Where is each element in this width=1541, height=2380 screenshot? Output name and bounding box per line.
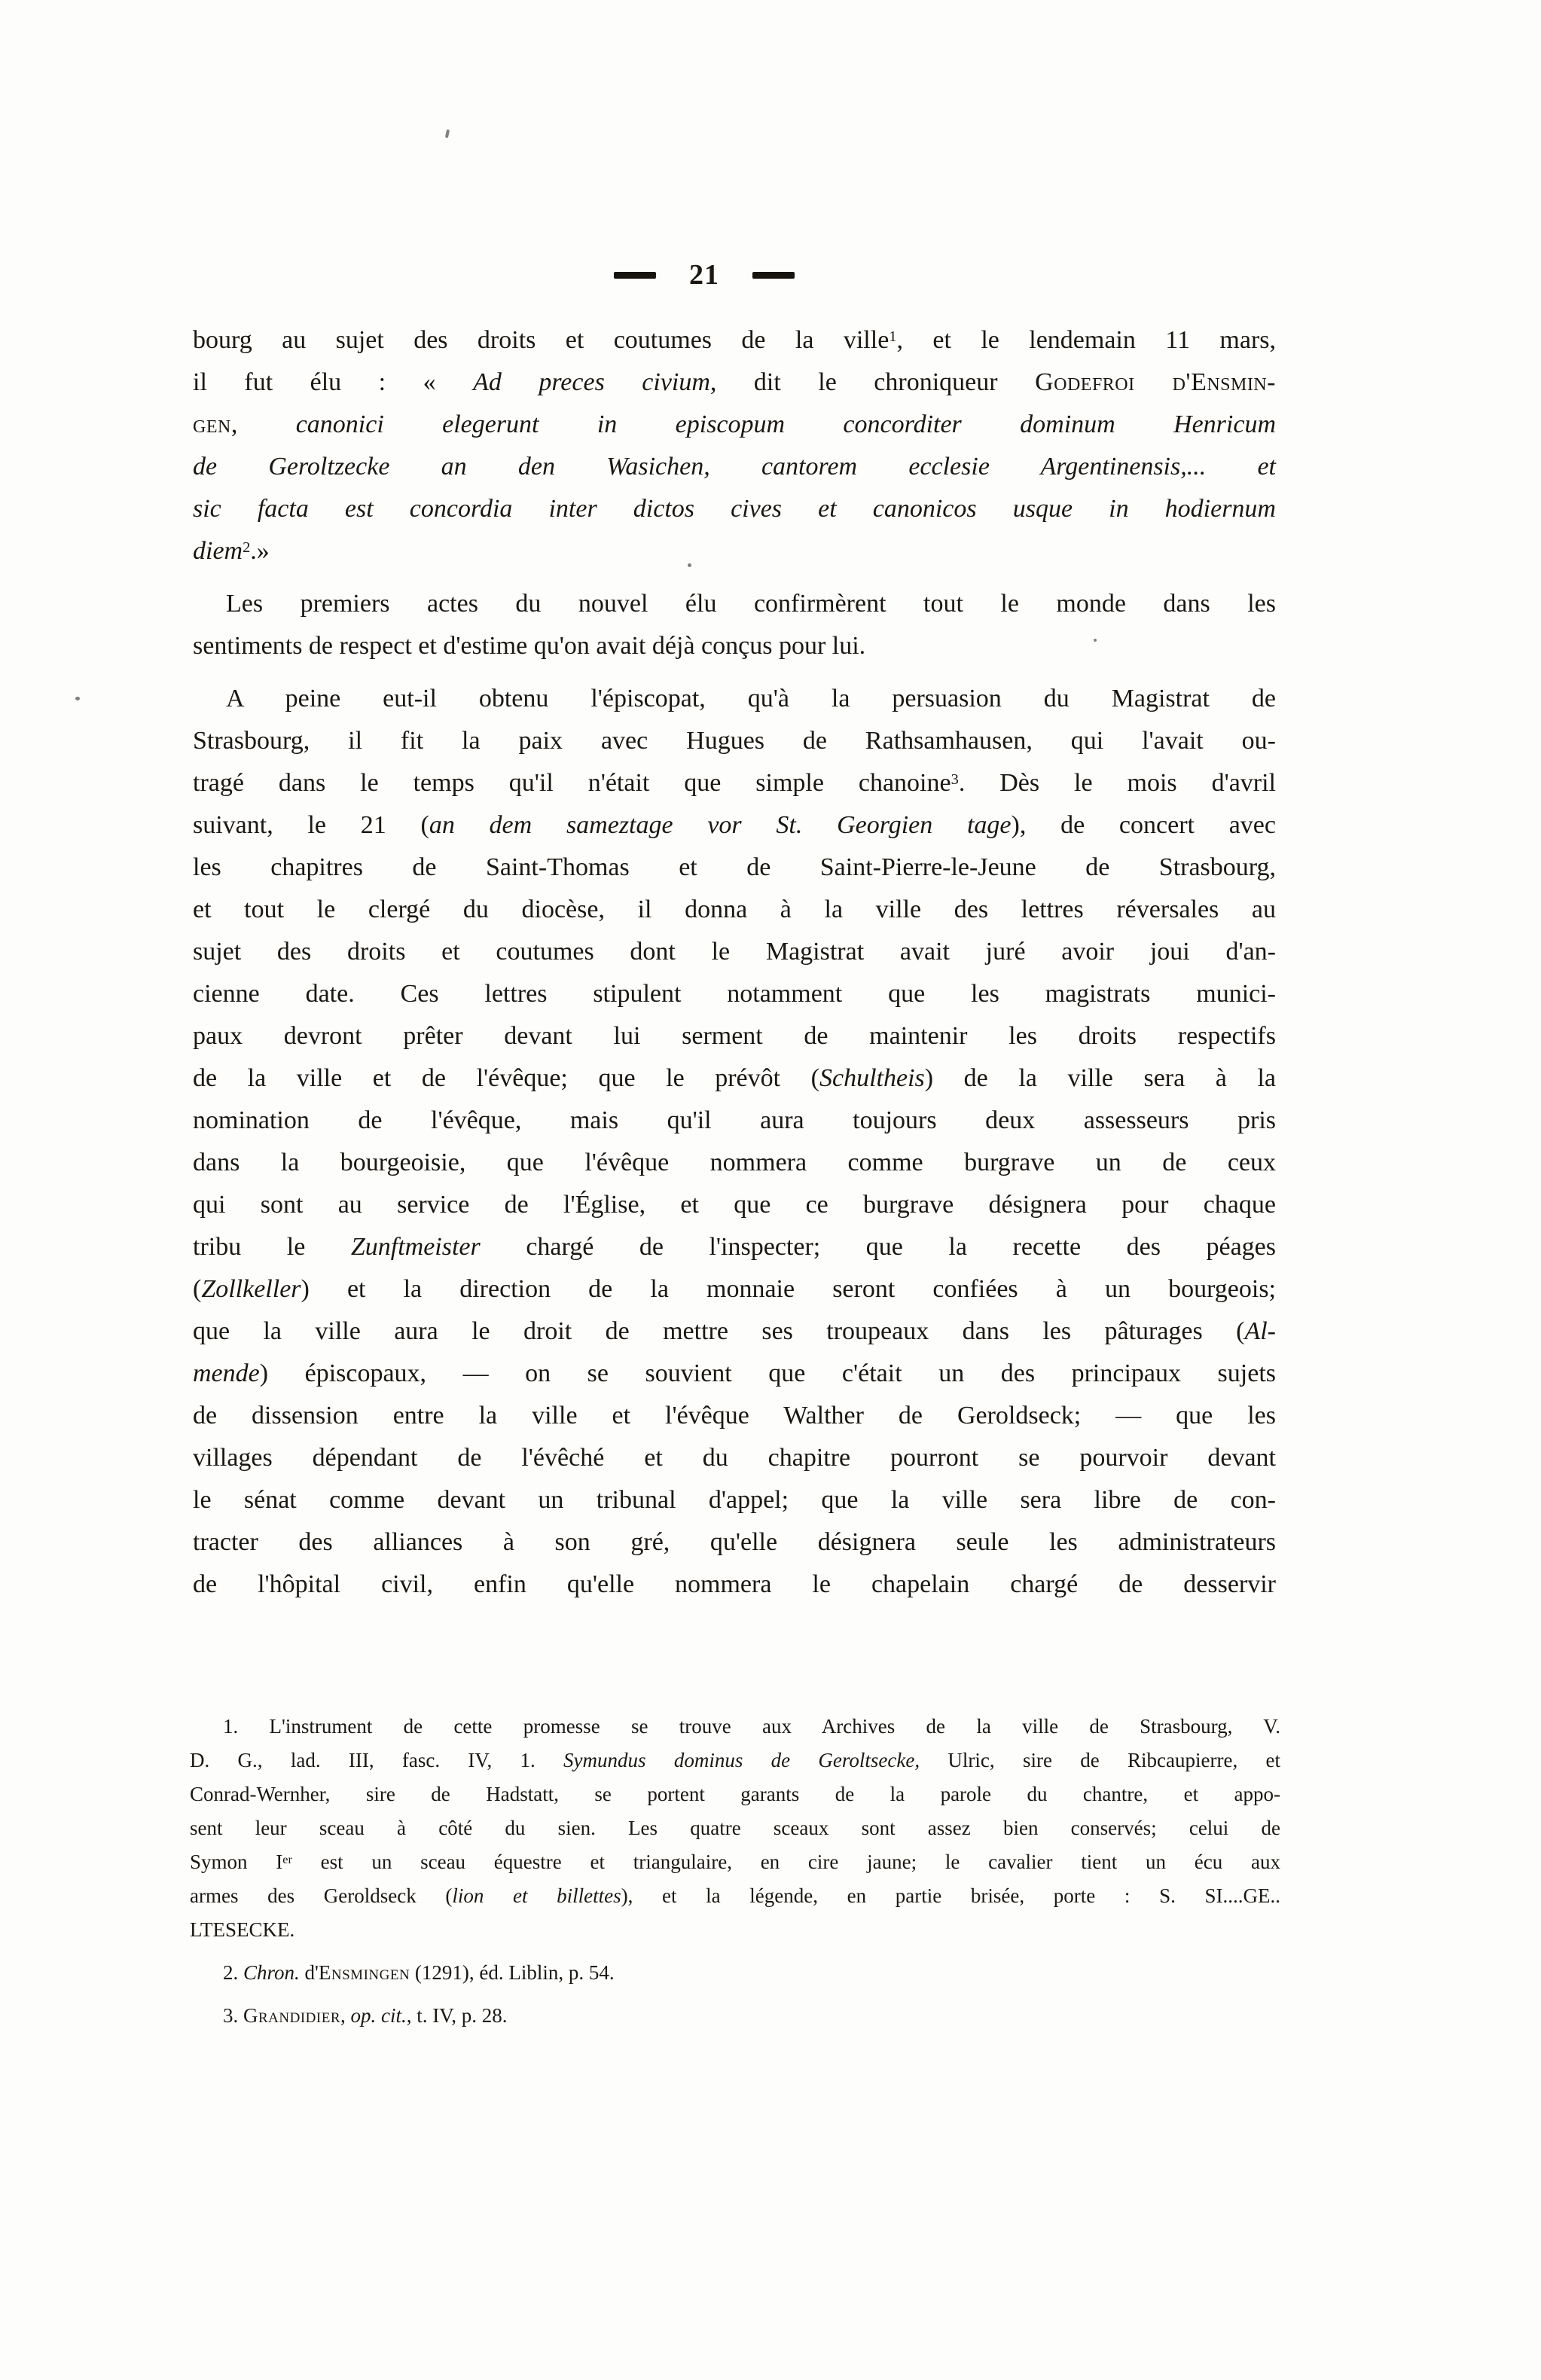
text-line: suivant, le 21 (an dem sameztage vor St. Georgien tage), de concert avec (193, 811, 1276, 839)
text-line: de dissension entre la ville et l'évêque Walther de Geroldseck; — que les (193, 1402, 1276, 1430)
text-line: les chapitres de Saint-Thomas et de Saint-Pierre-le-Jeune de Strasbourg, (193, 853, 1276, 881)
text-line: gen, canonici elegerunt in episcopum concorditer dominum Henricum (193, 410, 1277, 438)
text-line: de l'hôpital civil, enfin qu'elle nommera le chapelain chargé de desservir (193, 1570, 1276, 1598)
scan-speck-4 (1094, 639, 1097, 642)
footnote-line: 3. Grandidier, op. cit., t. IV, p. 28. (223, 2004, 508, 2027)
text-line: sentiments de respect et d'estime qu'on avait déjà conçus pour lui. (193, 632, 866, 660)
scan-speck-3 (75, 697, 80, 700)
text-line: il fut élu : « Ad preces civium, dit le chroniqueur Godefroi d'Ensmin- (193, 368, 1276, 396)
scan-speck-2 (688, 563, 691, 567)
text-line: tragé dans le temps qu'il n'était que simple chanoine$^3$. Dès le mois d'avril (193, 769, 1276, 797)
footnote-line: Conrad-Wernher, sire de Hadstatt, se portent garants de la parole du chantre, et appo- (190, 1783, 1280, 1805)
page-header (163, 261, 1246, 289)
footnote-line: armes des Geroldseck (lion et billettes), et la légende, en partie brisée, porte : S. SI....GE.. (190, 1884, 1280, 1907)
text-line: Strasbourg, il fit la paix avec Hugues de Rathsamhausen, qui l'avait ou- (193, 727, 1276, 755)
text-line: tribu le Zunftmeister chargé de l'inspecter; que la recette des péages (193, 1233, 1276, 1261)
text-line: mende) épiscopaux, — on se souvient que c'était un des principaux sujets (193, 1359, 1276, 1387)
text-line: sic facta est concordia inter dictos cives et canonicos usque in hodiernum (193, 495, 1276, 523)
header-rule-left (614, 272, 656, 279)
text-line: qui sont au service de l'Église, et que ce burgrave désignera pour chaque (193, 1191, 1276, 1219)
text-line: A peine eut-il obtenu l'épiscopat, qu'à la persuasion du Magistrat de (226, 685, 1276, 712)
text-line: (Zollkeller) et la direction de la monnaie seront confiées à un bourgeois; (193, 1275, 1276, 1303)
text-line: Les premiers actes du nouvel élu confirmèrent tout le monde dans les (226, 590, 1276, 618)
footnote-line: Symon Ier est un sceau équestre et triangulaire, en cire jaune; le cavalier tient un écu aux (190, 1851, 1280, 1873)
paragraph (193, 678, 1276, 1606)
main-text (193, 319, 1276, 1606)
page-number: 21 (689, 259, 719, 291)
paragraph (193, 319, 1276, 572)
text-line: le sénat comme devant un tribunal d'appel; que la ville sera libre de con- (193, 1486, 1276, 1514)
text-line: dans la bourgeoisie, que l'évêque nommera comme burgrave un de ceux (193, 1149, 1276, 1176)
text-line: diem$^2$.» (193, 537, 270, 565)
text-line: de Geroltzecke an den Wasichen, cantorem ecclesie Argentinensis,... et (193, 453, 1276, 481)
footnotes (190, 1710, 1280, 2033)
footnote (190, 1999, 1280, 2033)
text-line: tracter des alliances à son gré, qu'elle désignera seule les administrateurs (193, 1528, 1276, 1556)
header-rule-right (752, 272, 795, 279)
footnote-line: 1. L'instrument de cette promesse se trouve aux Archives de la ville de Strasbourg, V. (223, 1715, 1280, 1738)
text-line: que la ville aura le droit de mettre ses troupeaux dans les pâturages (Al- (193, 1317, 1276, 1345)
text-line: et tout le clergé du diocèse, il donna à la ville des lettres réversales au (193, 896, 1276, 923)
text-line: bourg au sujet des droits et coutumes de la ville$^1$, et le lendemain 11 mars, (193, 326, 1276, 354)
footnote (190, 1956, 1280, 1990)
paragraph (193, 583, 1276, 667)
footnote (190, 1710, 1280, 1947)
text-line: villages dépendant de l'évêché et du chapitre pourront se pourvoir devant (193, 1444, 1276, 1472)
scan-speck-1 (445, 130, 450, 139)
text-line: nomination de l'évêque, mais qu'il aura toujours deux assesseurs pris (193, 1106, 1276, 1134)
footnote-line: D. G., lad. III, fasc. IV, 1. Symundus dominus de Geroltsecke, Ulric, sire de Ribcaupierre, et (190, 1749, 1280, 1771)
text-line: paux devront prêter devant lui serment de maintenir les droits respectifs (193, 1022, 1276, 1050)
text-line: cienne date. Ces lettres stipulent notamment que les magistrats munici- (193, 980, 1276, 1008)
text-line: sujet des droits et coutumes dont le Magistrat avait juré avoir joui d'an- (193, 938, 1276, 966)
footnote-line: LTESECKE. (190, 1918, 295, 1941)
footnote-line: 2. Chron. d'Ensmingen (1291), éd. Liblin, p. 54. (223, 1961, 615, 1984)
text-line: de la ville et de l'évêque; que le prévôt (Schultheis) de la ville sera à la (193, 1064, 1276, 1092)
footnote-line: sent leur sceau à côté du sien. Les quatre sceaux sont assez bien conservés; celui de (190, 1817, 1280, 1839)
